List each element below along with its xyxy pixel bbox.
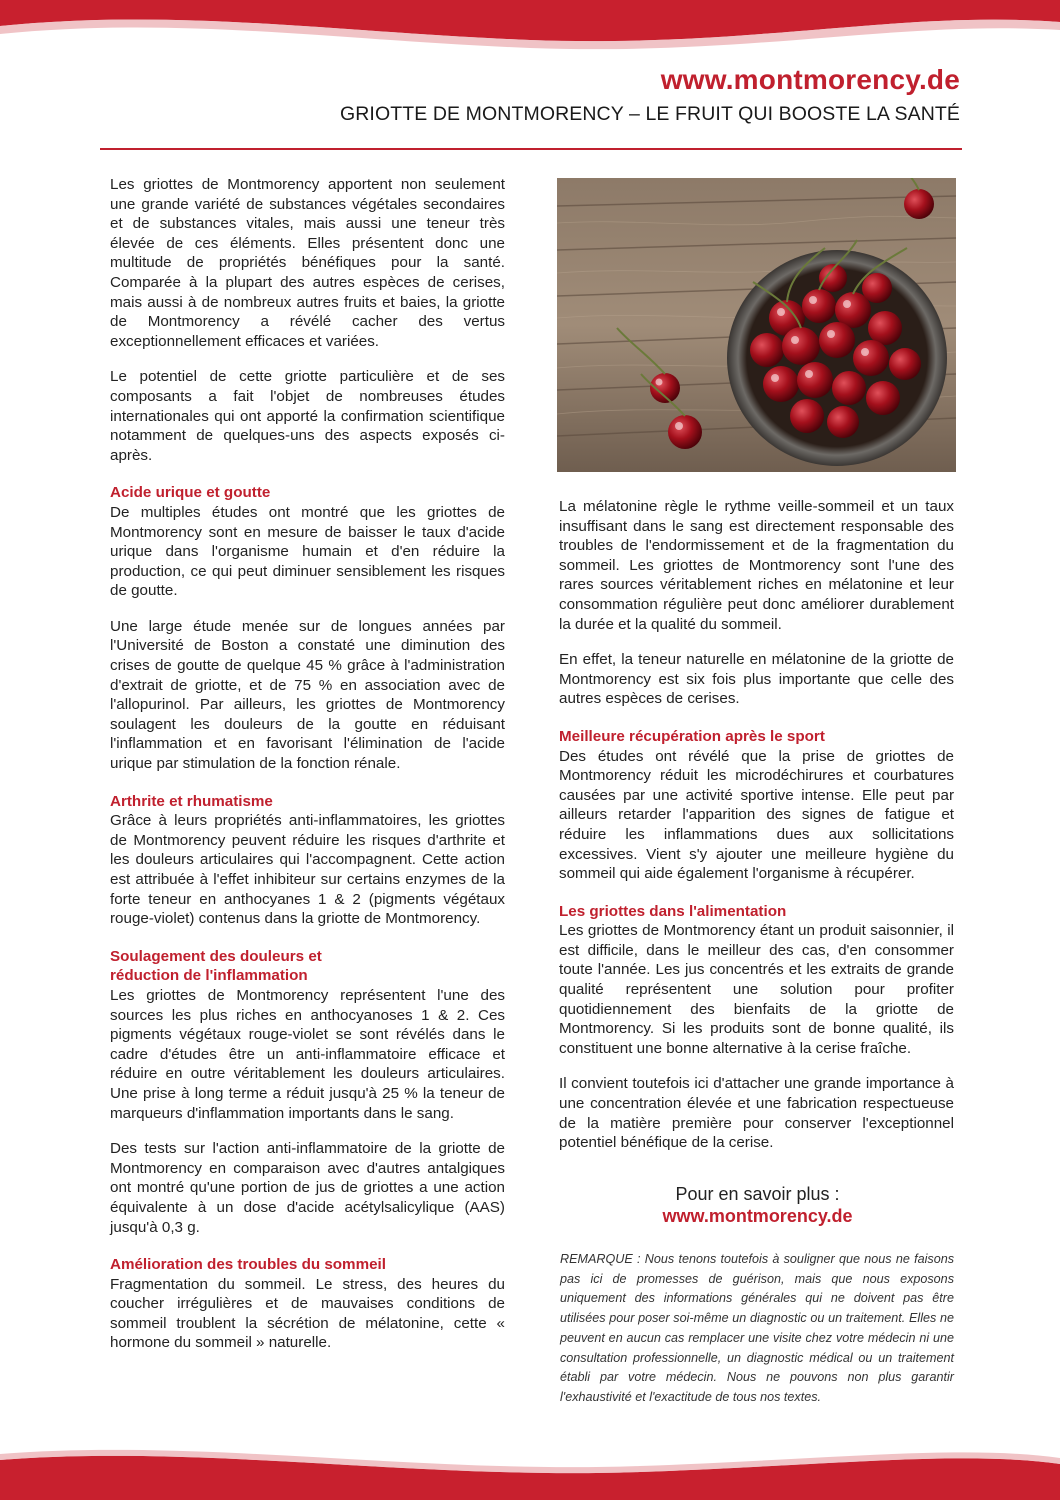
- section-heading-sleep: Amélioration des troubles du sommeil: [110, 1256, 386, 1274]
- section-heading-uric-acid: Acide urique et goutte: [110, 484, 271, 502]
- section-heading-pain-relief-line1: Soulagement des douleurs et: [110, 947, 322, 965]
- more-info-block: [559, 1183, 956, 1227]
- more-info-link[interactable]: www.montmorency.de: [662, 1206, 853, 1226]
- melatonin-paragraph-1: La mélatonine règle le rythme veille-sommeil et un taux insuffisant dans le sang est directement responsable des troubles de l'endormissement et de la fragmentation du sommeil. Les griottes de Montmorency sont l'une des rares sources véritablement riches en mélatonine et leur consommation régulière peut donc améliorer durablement la durée et la qualité du sommeil.: [559, 498, 954, 633]
- melatonin-paragraph-2: En effet, la teneur naturelle en mélatonine de la griotte de Montmorency est six fois plus importante que celle des autres espèces de cerises.: [559, 651, 954, 708]
- page-title: GRIOTTE DE MONTMORENCY – LE FRUIT QUI BOOSTE LA SANTÉ: [339, 103, 960, 125]
- header-divider: [100, 148, 962, 150]
- cherries-bowl-photo-icon: [557, 178, 956, 472]
- pain-relief-paragraph-2: Des tests sur l'action anti-inflammatoire de la griotte de Montmorency en comparaison avec d'autres antalgiques ont montré qu'une portion de jus de griottes a une action équivalente à un dose d'acide acétylsalicylique (AAS) jusqu'à 0,3 g.: [110, 1140, 505, 1236]
- intro-paragraph-1: Les griottes de Montmorency apportent non seulement une grande variété de substances végétales secondaires et de substances vitales, mais aussi une teneur très élevée de ces éléments. Elles présentent donc une multitude de propriétés bénéfiques pour la santé. Comparée à la plupart des autres espèces de cerises, mais aussi à de nombreux autres fruits et baies, la griotte de Montmorency a révélé cacher des vertus exceptionnellement efficaces et variées.: [110, 176, 505, 350]
- bottom-wave-decoration: [0, 1420, 1060, 1500]
- section-heading-arthritis: Arthrite et rhumatisme: [110, 792, 273, 810]
- left-column: [110, 175, 505, 1369]
- right-column: [559, 497, 954, 1169]
- arthritis-paragraph: Grâce à leurs propriétés anti-inflammatoires, les griottes de Montmorency peuvent réduire les risques d'arthrite et les douleurs articulaires qui l'accompagnent. Cette action est attribuée à l'effet inhibiteur sur certains enzymes de la forte teneur en anthocyanes 1 & 2 (pigments végétaux rouge-violet) contenus dans la griotte de Montmorency.: [110, 812, 505, 928]
- uric-acid-paragraph-1: De multiples études ont montré que les griottes de Montmorency sont en mesure de baisser le taux d'acide urique dans l'organisme humain et d'en réduire la production, ce qui peut diminuer sensiblement les risques de goutte.: [110, 503, 505, 600]
- nutrition-paragraph-2: Il convient toutefois ici d'attacher une grande importance à une concentration élevée et une fabrication respectueuse de la matière première pour conserver l'exceptionnel potentiel bénéfique de la cerise.: [559, 1075, 954, 1152]
- pain-relief-paragraph-1: Les griottes de Montmorency représentent l'une des sources les plus riches en anthocyanoses 1 & 2. Ces pigments végétaux rouge-violet se sont révélés dans le cadre d'études être un anti-inflammatoire efficace et réduire en outre véritablement les douleurs articulaires. Une prise à long terme a réduit jusqu'à 25 % la teneur de marqueurs d'inflammation importants dans le sang.: [110, 986, 505, 1122]
- section-heading-nutrition: Les griottes dans l'alimentation: [559, 902, 787, 920]
- cherries-photo: [557, 178, 956, 472]
- disclaimer-note: REMARQUE : Nous tenons toutefois à souligner que nous ne faisons pas ici de promesses de guérison, mais que nous exposons uniquement des informations générales qui ne doivent pas être utilisées pour poser soi-même un diagnostic ou un traitement. Elles ne peuvent en aucun cas remplacer une visite chez votre médecin ni une consultation professionnelle, un diagnostic médical ou un traitement établi par votre médecin. Nous ne pouvons non plus garantir l'exhaustivité et l'exactitude de tous nos textes.: [560, 1252, 954, 1404]
- nutrition-paragraph-1: Les griottes de Montmorency étant un produit saisonnier, il est difficile, dans le meilleur des cas, d'en consommer toute l'année. Les jus concentrés et les extraits de grande qualité représentent une solution pour profiter quotidiennement des bienfaits de la griotte de Montmorency. Si les produits sont de bonne qualité, ils constituent une bonne alternative à la cerise fraîche.: [559, 922, 954, 1057]
- uric-acid-paragraph-2: Une large étude menée sur de longues années par l'Université de Boston a constaté une diminution des crises de goutte de quelque 45 % grâce à l'administration d'extrait de griotte, et de 75 % en association avec de l'allopurinol. Par ailleurs, les griottes de Montmorency soulagent les douleurs de la goutte en réduisant l'inflammation et en favorisant l'élimination de l'acide urique par stimulation de la fonction rénale.: [110, 617, 505, 773]
- sport-recovery-paragraph: Des études ont révélé que la prise de griottes de Montmorency réduit les microdéchirures et courbatures causées par une activité sportive intense. Elle peut par ailleurs retarder l'apparition des signes de fatigue et réduire les inflammations dues aux sollicitations excessives. Vient s'y ajouter une meilleure hygiène du sommeil qui aide également l'organisme à récupérer.: [559, 747, 954, 883]
- section-heading-pain-relief-line2: réduction de l'inflammation: [110, 967, 308, 985]
- site-url[interactable]: www.montmorency.de: [660, 64, 960, 95]
- section-heading-sport-recovery: Meilleure récupération après le sport: [559, 727, 825, 745]
- more-info-label: Pour en savoir plus :: [675, 1184, 840, 1204]
- sleep-paragraph: Fragmentation du sommeil. Le stress, des heures du coucher irrégulières et de mauvaises conditions de sommeil troublent la sécrétion de mélatonine, cette « hormone du sommeil » naturelle.: [110, 1275, 505, 1352]
- top-wave-decoration: [0, 0, 1060, 70]
- intro-paragraph-2: Le potentiel de cette griotte particulière et de ses composants a fait l'objet de nombreuses études internationales qui ont apporté la confirmation scientifique notamment de quelques-uns des aspects exposés ci-après.: [110, 368, 505, 464]
